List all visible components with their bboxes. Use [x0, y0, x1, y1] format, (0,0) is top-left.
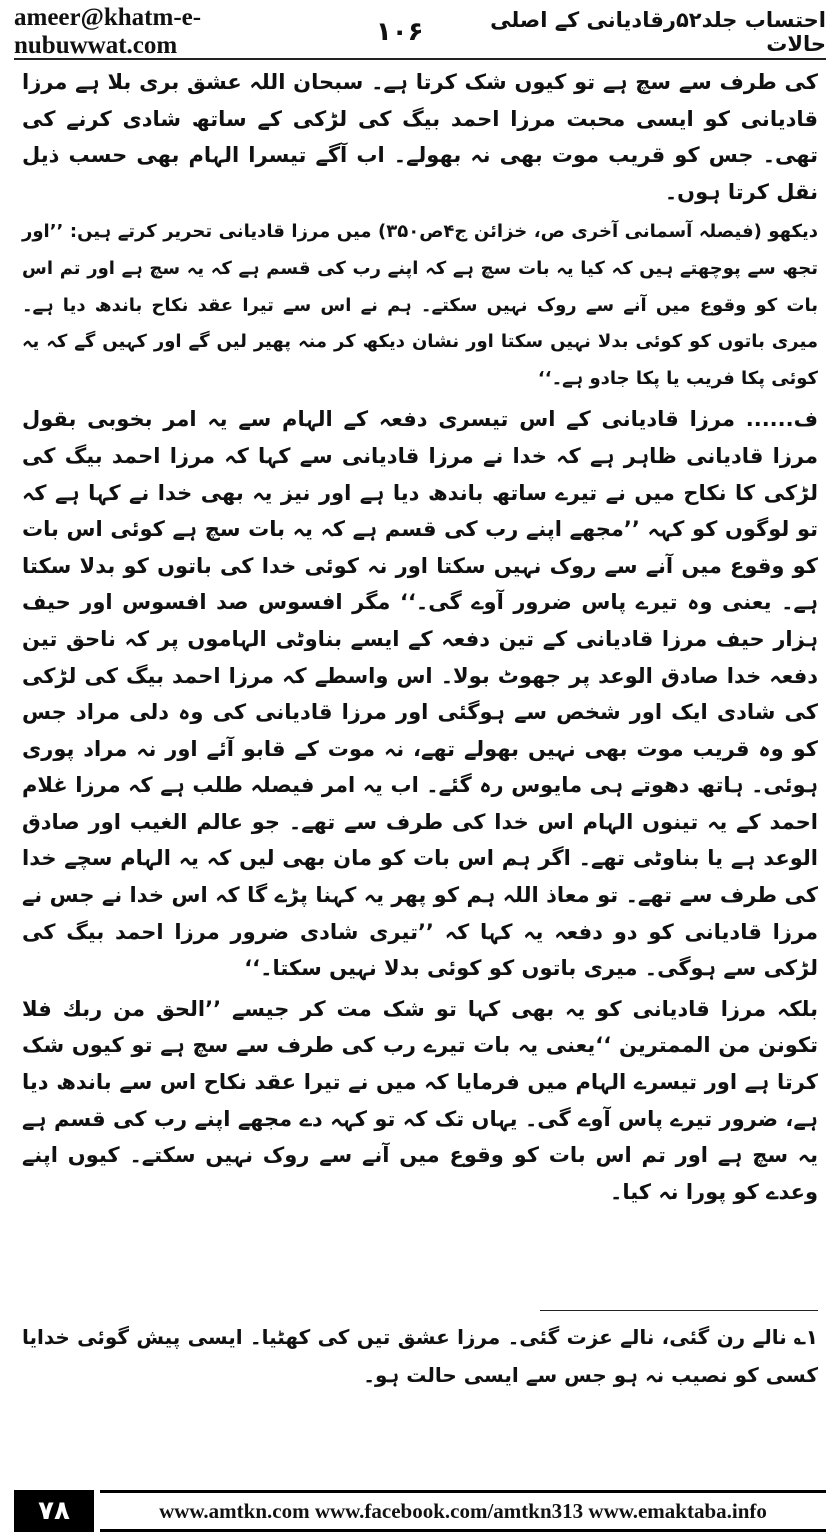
paragraph-1: کی طرف سے سچ ہے تو کیوں شک کرتا ہے۔ سبحان اللہ عشق بری بلا ہے مرزا قادیانی کو ایسی محبت مرزا احمد بیگ کی لڑکی کے ساتھ شادی کرنے کی تھی۔ جس کو قریب موت بھی نہ بھولے۔ اب آگے تیسرا الہام بھی حسب ذیل نقل کرتا ہوں۔ — [22, 70, 818, 204]
header-divider — [14, 58, 826, 60]
footnote: ۱؎ نالے رن گئی، نالے عزت گئی۔ مرزا عشق تیں کی کھٹیا۔ ایسی پیش گوئی خدایا کسی کو نصیب نہ ہو جس سے ایسی حالت ہو۔ — [22, 1325, 818, 1387]
page-header — [14, 4, 826, 59]
paragraph-2: دیکھو (فیصلہ آسمانی آخری ص، خزائن ج۴ص۳۵۰) میں مرزا قادیانی تحریر کرتے ہیں: ’’اور تجھ سے پوچھتے ہیں کہ کیا یہ بات سچ ہے کہ اپنے رب کی قسم ہے کہ یہ سچ ہے اور تم اس بات کو وقوع میں آنے سے روک نہیں سکتے۔ ہم نے اس سے تیرا عقد نکاح باندھ دیا ہے۔ میری باتوں کو کوئی بدلا نہیں سکتا اور نشان دیکھ کر منہ پھیر لیں گے اور کہیں گے کہ یہ کوئی پکا فریب یا پکا جادو ہے۔‘‘ — [22, 221, 818, 389]
header-left — [14, 4, 423, 60]
footer-links[interactable]: www.amtkn.com www.facebook.com/amtkn313 www.emaktaba.info — [100, 1490, 826, 1532]
header-title: احتساب جلد۵۲رقادیانی کے اصلی حالات — [490, 8, 826, 56]
page-footer — [14, 1490, 826, 1532]
header-email[interactable]: ameer@khatm-e-nubuwwat.com — [14, 4, 202, 59]
footer-page-number: ۷۸ — [14, 1490, 94, 1532]
footnote-divider — [540, 1310, 818, 1311]
paragraph-4: بلکہ مرزا قادیانی کو یہ بھی کہا تو شک مت کر جیسے ’’الحق من ربك فلا تكونن من الممترين ‘‘یعنی یہ بات تیرے رب کی طرف سے سچ ہے تو کیوں شک کرتا ہے اور تیسرے الہام میں فرمایا کہ میں نے تیرا عقد نکاح اس سے باندھ دیا ہے، ضرور تیرے پاس آوے گی۔ یہاں تک کہ تو کہہ دے مجھے اپنے رب کی قسم ہے یہ سچ ہے اور تم اس بات کو وقوع میں آنے سے روک نہیں سکتے۔ کیوں اپنے وعدے کو پورا نہ کیا۔ — [22, 996, 818, 1204]
paragraph-3: ف...... مرزا قادیانی کے اس تیسری دفعہ کے الہام سے یہ امر بخوبی بقول مرزا قادیانی ظاہر ہے کہ خدا نے مرزا قادیانی سے کہا کہ مرزا احمد بیگ کی لڑکی کا نکاح میں نے تیرے ساتھ باندھ دیا ہے اور نیز یہ بھی خدا نے کہا ہے کہ تو لوگوں کو کہہ ’’مجھے اپنے رب کی قسم ہے کہ یہ بات سچ ہے کوئی اس بات کو وقوع میں آنے سے روک نہیں سکتا اور نہ کوئی خدا کی باتوں کو بدلا سکتا ہے۔ یعنی وہ تیرے پاس ضرور آوے گی۔‘‘ مگر افسوس صد افسوس اور حیف ہزار حیف مرزا قادیانی کے تین دفعہ کے ایسے بناوٹی الہاموں پر کہ ناحق تین دفعہ خدا صادق الوعد پر جھوٹ بولا۔ اس واسطے کہ مرزا احمد بیگ کی لڑکی کی شادی ایک اور شخص سے ہوگئی اور مرزا قادیانی کی وہ دلی مراد جس کو وہ قریب موت بھی نہیں بھولے تھے، نہ موت کے قابو آئے اور نہ مراد پوری ہوئی۔ ہاتھ دھوتے ہی مایوس رہ گئے۔ اب یہ امر فیصلہ طلب ہے کہ مرزا غلام احمد کے یہ تینوں الہام اس خدا کی طرف سے تھے۔ جو عالم الغیب اور صادق الوعد ہے یا بناوٹی تھے۔ اگر ہم اس بات کو مان بھی لیں کہ یہ الہام سچے خدا کی طرف سے تھے۔ تو معاذ اللہ ہم کو پھر یہ کہنا پڑے گا کہ اس خدا نے جس نے مرزا قادیانی کو دو دفعہ یہ کہا کہ ’’تیری شادی ضرور مرزا احمد بیگ کی لڑکی سے ہوگی۔ میری باتوں کو کوئی بدلا نہیں سکتا۔‘‘ — [22, 407, 818, 981]
header-page-number: ۱۰۶ — [375, 17, 424, 47]
main-text — [22, 64, 818, 1214]
